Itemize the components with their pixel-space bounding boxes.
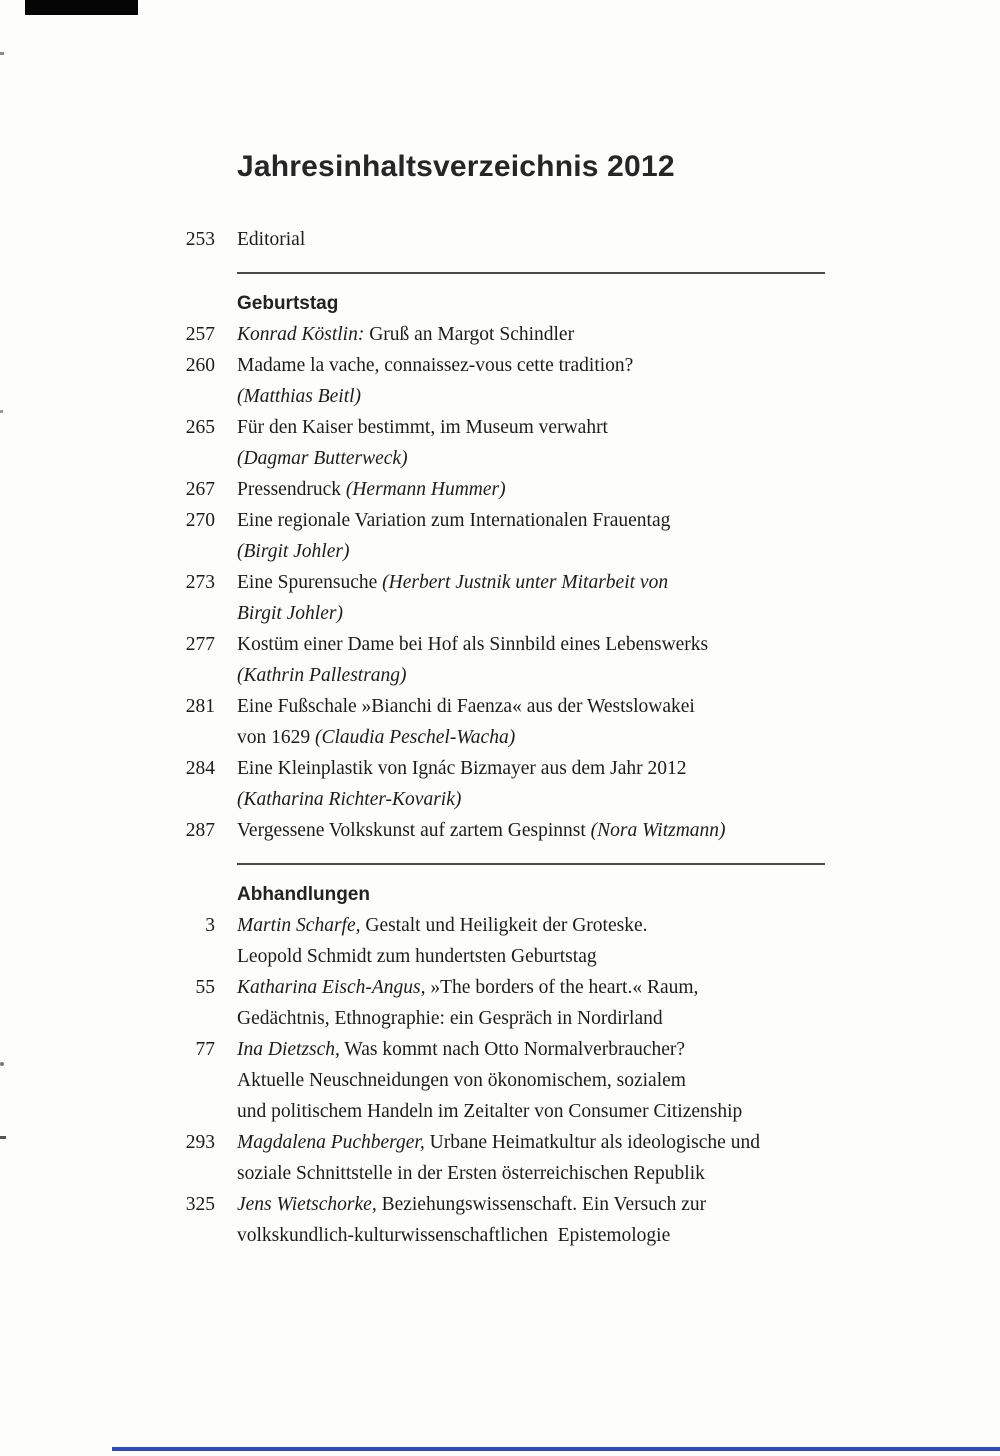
entry-text-line — [237, 598, 890, 629]
toc-sections — [180, 272, 890, 1251]
toc-entry — [180, 412, 890, 474]
scan-artifact-edge-mark — [0, 410, 3, 413]
toc-entry — [180, 753, 890, 815]
entry-text: Editorial — [237, 229, 306, 250]
entry-title-text: soziale Schnittstelle in der Ersten österreichischen Republik — [237, 1163, 705, 1184]
entry-text-line — [237, 910, 890, 941]
author-name: (Hermann Hummer) — [345, 479, 506, 500]
entry-title-text: Gedächtnis, Ethnographie: ein Gespräch in Nordirland — [237, 1008, 663, 1029]
entry-text-line — [237, 412, 890, 443]
entry-page-number: 284 — [185, 758, 215, 779]
entry-title-text: Vergessene Volkskunst auf zartem Gespinnst — [237, 820, 591, 841]
scan-artifact-edge-mark — [0, 52, 4, 55]
entry-title-text: Eine Fußschale »Bianchi di Faenza« aus der Westslowakei — [237, 696, 695, 717]
author-name: (Nora Witzmann) — [590, 820, 726, 841]
entry-page-number: 260 — [185, 355, 215, 376]
entry-title-text: Eine regionale Variation zum Internationalen Frauentag — [237, 510, 671, 531]
toc-entry — [180, 319, 890, 350]
toc-entry-editorial — [180, 224, 890, 255]
toc-entry — [180, 474, 890, 505]
entry-text-line — [237, 1189, 890, 1220]
toc-entry — [180, 910, 890, 972]
entry-title-text: »The borders of the heart.« Raum, — [425, 977, 699, 998]
section-heading: Abhandlungen — [237, 884, 370, 905]
scan-artifact-edge-mark — [0, 1062, 4, 1066]
entry-text-line — [237, 1096, 890, 1127]
scan-artifact-blue-line — [112, 1447, 1000, 1451]
entry-text — [237, 972, 890, 1034]
toc-entry — [180, 567, 890, 629]
author-name: (Claudia Peschel-Wacha) — [315, 727, 516, 748]
entry-text — [237, 1034, 890, 1127]
scan-artifact-edge-mark — [0, 1136, 6, 1139]
section-heading: Geburtstag — [237, 293, 339, 314]
entry-page-number: 3 — [205, 915, 215, 936]
entry-text-line — [237, 629, 890, 660]
author-name: Konrad Köstlin: — [237, 324, 365, 345]
entry-page-number: 257 — [185, 324, 215, 345]
toc-content — [180, 150, 890, 1251]
entry-page-number: 293 — [185, 1132, 215, 1153]
entry-text-line — [237, 941, 890, 972]
entry-page-number: 287 — [185, 820, 215, 841]
entry-text — [237, 629, 890, 691]
entry-text-line — [237, 691, 890, 722]
entry-text — [237, 815, 890, 846]
entry-title-text: und politischem Handeln im Zeitalter von Consumer Citizenship — [237, 1101, 743, 1122]
entry-text-line — [237, 319, 890, 350]
entry-text-line — [237, 722, 890, 753]
entry-title-text: Kostüm einer Dame bei Hof als Sinnbild eines Lebenswerks — [237, 634, 709, 655]
entry-text-line — [237, 1220, 890, 1251]
author-name: (Birgit Johler) — [237, 541, 350, 562]
entry-page-number: 267 — [185, 479, 215, 500]
entry-text-line — [237, 815, 890, 846]
entry-text-line — [237, 1158, 890, 1189]
author-name: Magdalena Puchberger, — [237, 1132, 425, 1153]
toc-entry — [180, 815, 890, 846]
entry-text-line — [237, 443, 890, 474]
entry-text-line — [237, 381, 890, 412]
entry-page-number: 253 — [185, 229, 215, 250]
entry-page-number: 77 — [195, 1039, 215, 1060]
entry-text — [237, 1189, 890, 1251]
entry-title-text: Eine Kleinplastik von Ignác Bizmayer aus dem Jahr 2012 — [237, 758, 687, 779]
entry-text-line — [237, 972, 890, 1003]
entry-text-line — [237, 567, 890, 598]
scan-artifact-black-bar — [25, 0, 138, 15]
toc-entry — [180, 1189, 890, 1251]
entry-page-number: 55 — [195, 977, 215, 998]
entry-page-number: 270 — [185, 510, 215, 531]
entry-title-text: Eine Spurensuche — [237, 572, 383, 593]
author-name: Birgit Johler) — [237, 603, 343, 624]
section-divider-rule — [237, 272, 825, 274]
entry-page-number: 281 — [185, 696, 215, 717]
entry-text-line — [237, 753, 890, 784]
entry-title-text: Madame la vache, connaissez-vous cette tradition? — [237, 355, 634, 376]
entry-text-line — [237, 1065, 890, 1096]
author-name: Jens Wietschorke, — [237, 1194, 377, 1215]
entry-title-text: Pressendruck — [237, 479, 346, 500]
entry-page-number: 265 — [185, 417, 215, 438]
toc-entry — [180, 350, 890, 412]
entry-text — [237, 350, 890, 412]
author-name: (Herbert Justnik unter Mitarbeit von — [382, 572, 669, 593]
author-name: (Katharina Richter-Kovarik) — [237, 789, 462, 810]
entry-title-text: Was kommt nach Otto Normalverbraucher? — [339, 1039, 686, 1060]
author-name: (Matthias Beitl) — [237, 386, 362, 407]
page-title: Jahresinhaltsverzeichnis 2012 — [237, 150, 675, 183]
entry-page-number: 277 — [185, 634, 215, 655]
section-divider-rule — [237, 863, 825, 865]
author-name: Ina Dietzsch, — [237, 1039, 340, 1060]
author-name: Katharina Eisch-Angus, — [237, 977, 426, 998]
author-name: Martin Scharfe, — [237, 915, 361, 936]
entry-text — [237, 505, 890, 567]
entry-text — [237, 319, 890, 350]
entry-text-line — [237, 350, 890, 381]
entry-text-line — [237, 505, 890, 536]
entry-text-line — [237, 784, 890, 815]
entry-title-text: von 1629 — [237, 727, 315, 748]
entry-text-line — [237, 1003, 890, 1034]
entry-title-text: Urbane Heimatkultur als ideologische und — [424, 1132, 760, 1153]
toc-entry — [180, 1127, 890, 1189]
entry-title-text: Gruß an Margot Schindler — [364, 324, 575, 345]
toc-entry — [180, 972, 890, 1034]
entry-text — [237, 910, 890, 972]
entry-text — [237, 691, 890, 753]
entry-title-text: Leopold Schmidt zum hundertsten Geburtstag — [237, 946, 597, 967]
entry-title-text: Aktuelle Neuschneidungen von ökonomischem, sozialem — [237, 1070, 686, 1091]
toc-entry — [180, 691, 890, 753]
author-name: (Dagmar Butterweck) — [237, 448, 408, 469]
entry-text-line — [237, 1034, 890, 1065]
toc-entry — [180, 1034, 890, 1127]
entry-text-line — [237, 1127, 890, 1158]
entry-text — [237, 753, 890, 815]
entry-text — [237, 412, 890, 474]
entry-text-line — [237, 660, 890, 691]
entry-text — [237, 1127, 890, 1189]
entry-title-text: Gestalt und Heiligkeit der Groteske. — [360, 915, 648, 936]
entry-title-text: Beziehungswissenschaft. Ein Versuch zur — [376, 1194, 707, 1215]
entry-page-number: 325 — [185, 1194, 215, 1215]
entry-text — [237, 474, 890, 505]
toc-entry — [180, 629, 890, 691]
entry-text-line — [237, 474, 890, 505]
author-name: (Kathrin Pallestrang) — [237, 665, 407, 686]
entry-title-text: Für den Kaiser bestimmt, im Museum verwahrt — [237, 417, 608, 438]
entry-title-text: volkskundlich-kulturwissenschaftlichen Epistemologie — [237, 1225, 671, 1246]
toc-entry — [180, 505, 890, 567]
entry-text-line — [237, 536, 890, 567]
entry-page-number: 273 — [185, 572, 215, 593]
entry-text — [237, 567, 890, 629]
